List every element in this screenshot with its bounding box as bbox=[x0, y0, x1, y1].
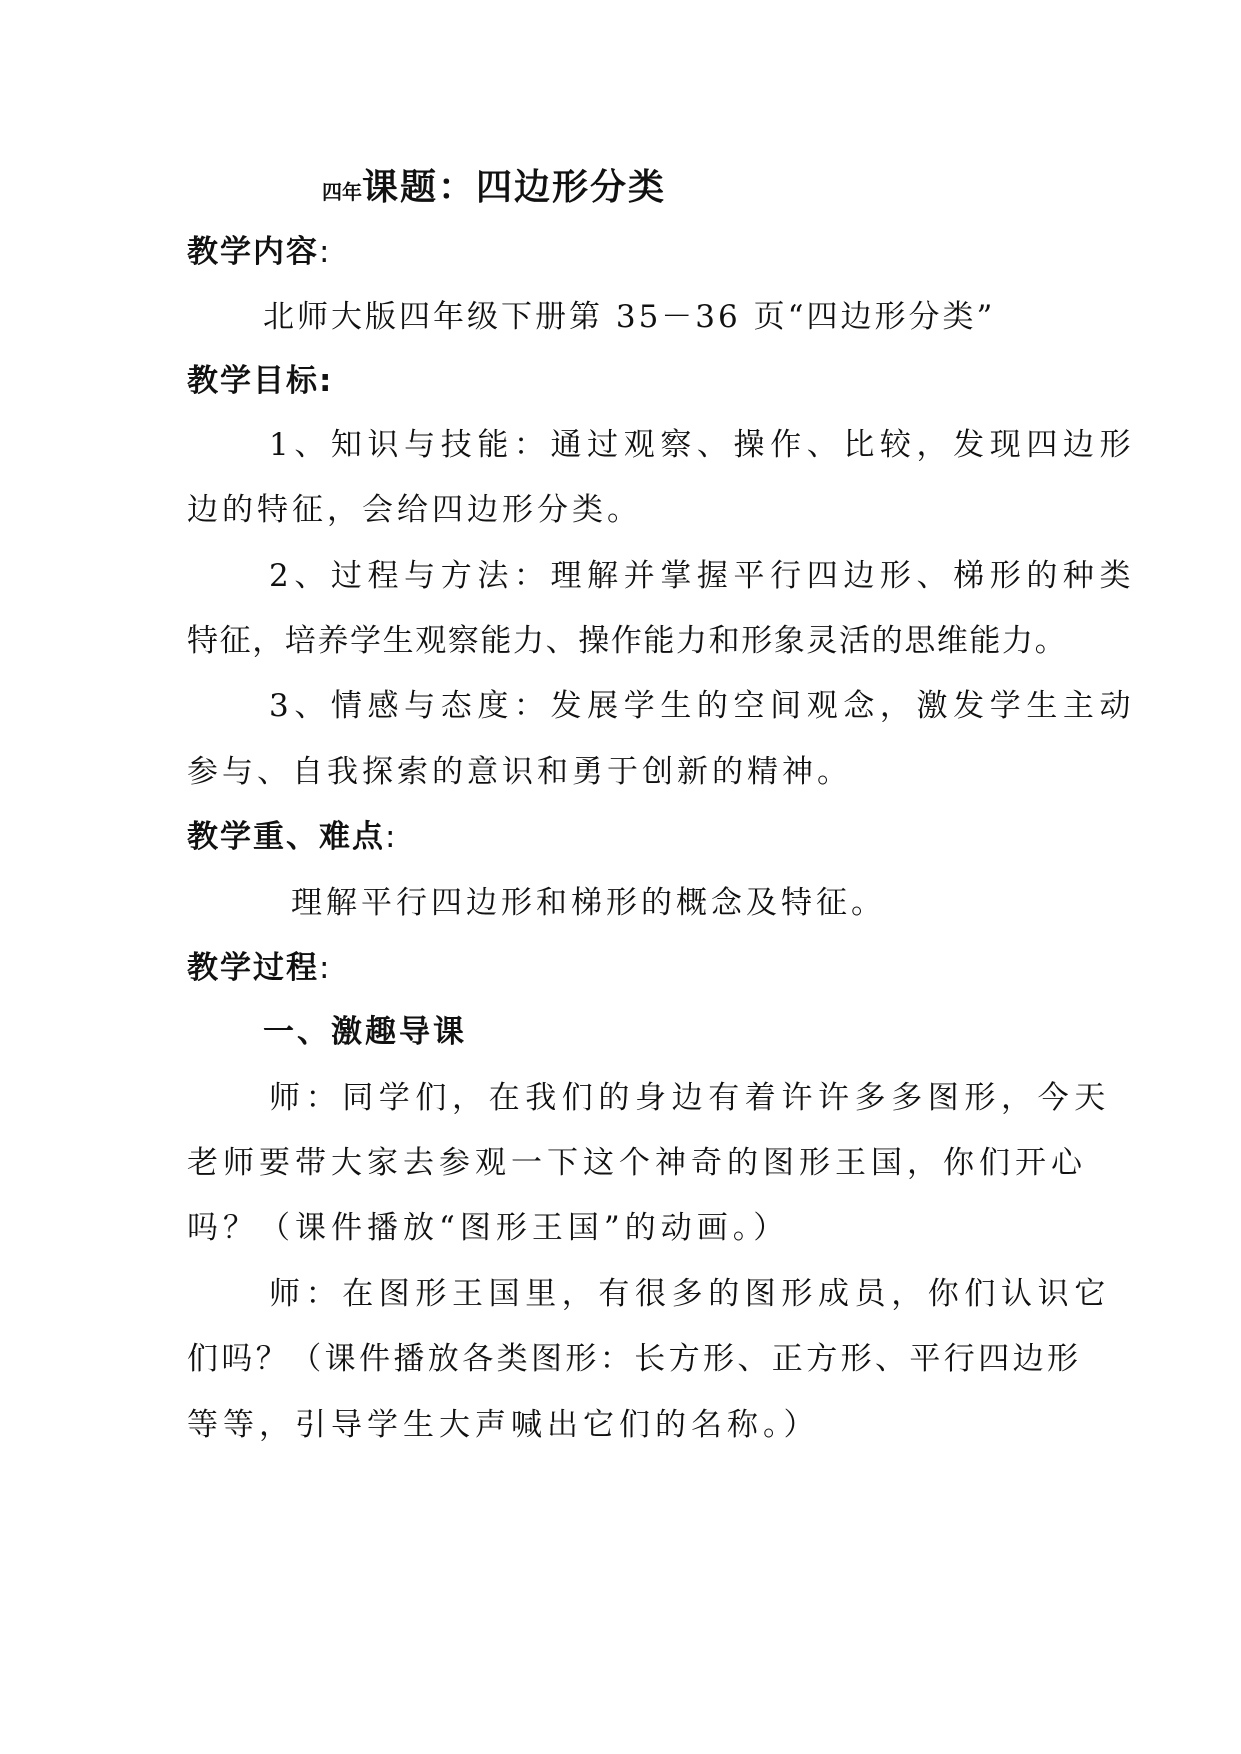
heading-key-points bbox=[187, 817, 397, 857]
heading-colon: : bbox=[319, 950, 332, 986]
paragraph-1-line-3: 吗？（课件播放“图形王国”的动画。） bbox=[187, 1210, 790, 1246]
paragraph-2-line-1: 师：在图形王国里，有很多的图形成员，你们认识它 bbox=[269, 1276, 1111, 1312]
paragraph-2-line-3: 等等，引导学生大声喊出它们的名称。） bbox=[187, 1407, 820, 1443]
paragraph-1-line-2: 老师要带大家去参观一下这个神奇的图形王国，你们开心 bbox=[187, 1145, 1087, 1181]
heading-colon: : bbox=[385, 819, 398, 855]
goal-3-line-1: 3、情感与态度：发展学生的空间观念，激发学生主动 bbox=[269, 688, 1137, 724]
heading-teaching-goals: 教学目标: bbox=[187, 363, 334, 399]
heading-colon: : bbox=[319, 234, 332, 270]
heading-teaching-content-label: 教学内容 bbox=[187, 234, 319, 270]
goal-2-line-2: 特征，培养学生观察能力、操作能力和形象灵活的思维能力。 bbox=[187, 623, 1068, 659]
heading-teaching-content bbox=[187, 232, 331, 272]
goal-3-line-2: 参与、自我探索的意识和勇于创新的精神。 bbox=[187, 754, 852, 790]
paragraph-2-line-2: 们吗？（课件播放各类图形：长方形、正方形、平行四边形 bbox=[187, 1341, 1082, 1377]
goal-1-line-1: 1、知识与技能：通过观察、操作、比较，发现四边形 bbox=[269, 427, 1137, 463]
heading-teaching-process-label: 教学过程 bbox=[187, 950, 319, 986]
teaching-content-text: 北师大版四年级下册第 35－36 页“四边形分类” bbox=[263, 299, 996, 335]
goal-2-line-1: 2、过程与方法：理解并掌握平行四边形、梯形的种类 bbox=[269, 558, 1137, 594]
key-points-text: 理解平行四边形和梯形的概念及特征。 bbox=[291, 885, 886, 921]
lesson-title bbox=[322, 164, 666, 217]
heading-teaching-process bbox=[187, 948, 331, 988]
title-grade-prefix: 四年 bbox=[322, 180, 362, 204]
paragraph-1-line-1: 师：同学们，在我们的身边有着许许多多图形，今天 bbox=[269, 1080, 1111, 1116]
goal-1-line-2: 边的特征，会给四边形分类。 bbox=[187, 492, 642, 528]
heading-key-points-label: 教学重、难点 bbox=[187, 819, 385, 855]
title-main: 课题：四边形分类 bbox=[362, 166, 667, 208]
step-1-heading: 一、激趣导课 bbox=[263, 1014, 467, 1050]
